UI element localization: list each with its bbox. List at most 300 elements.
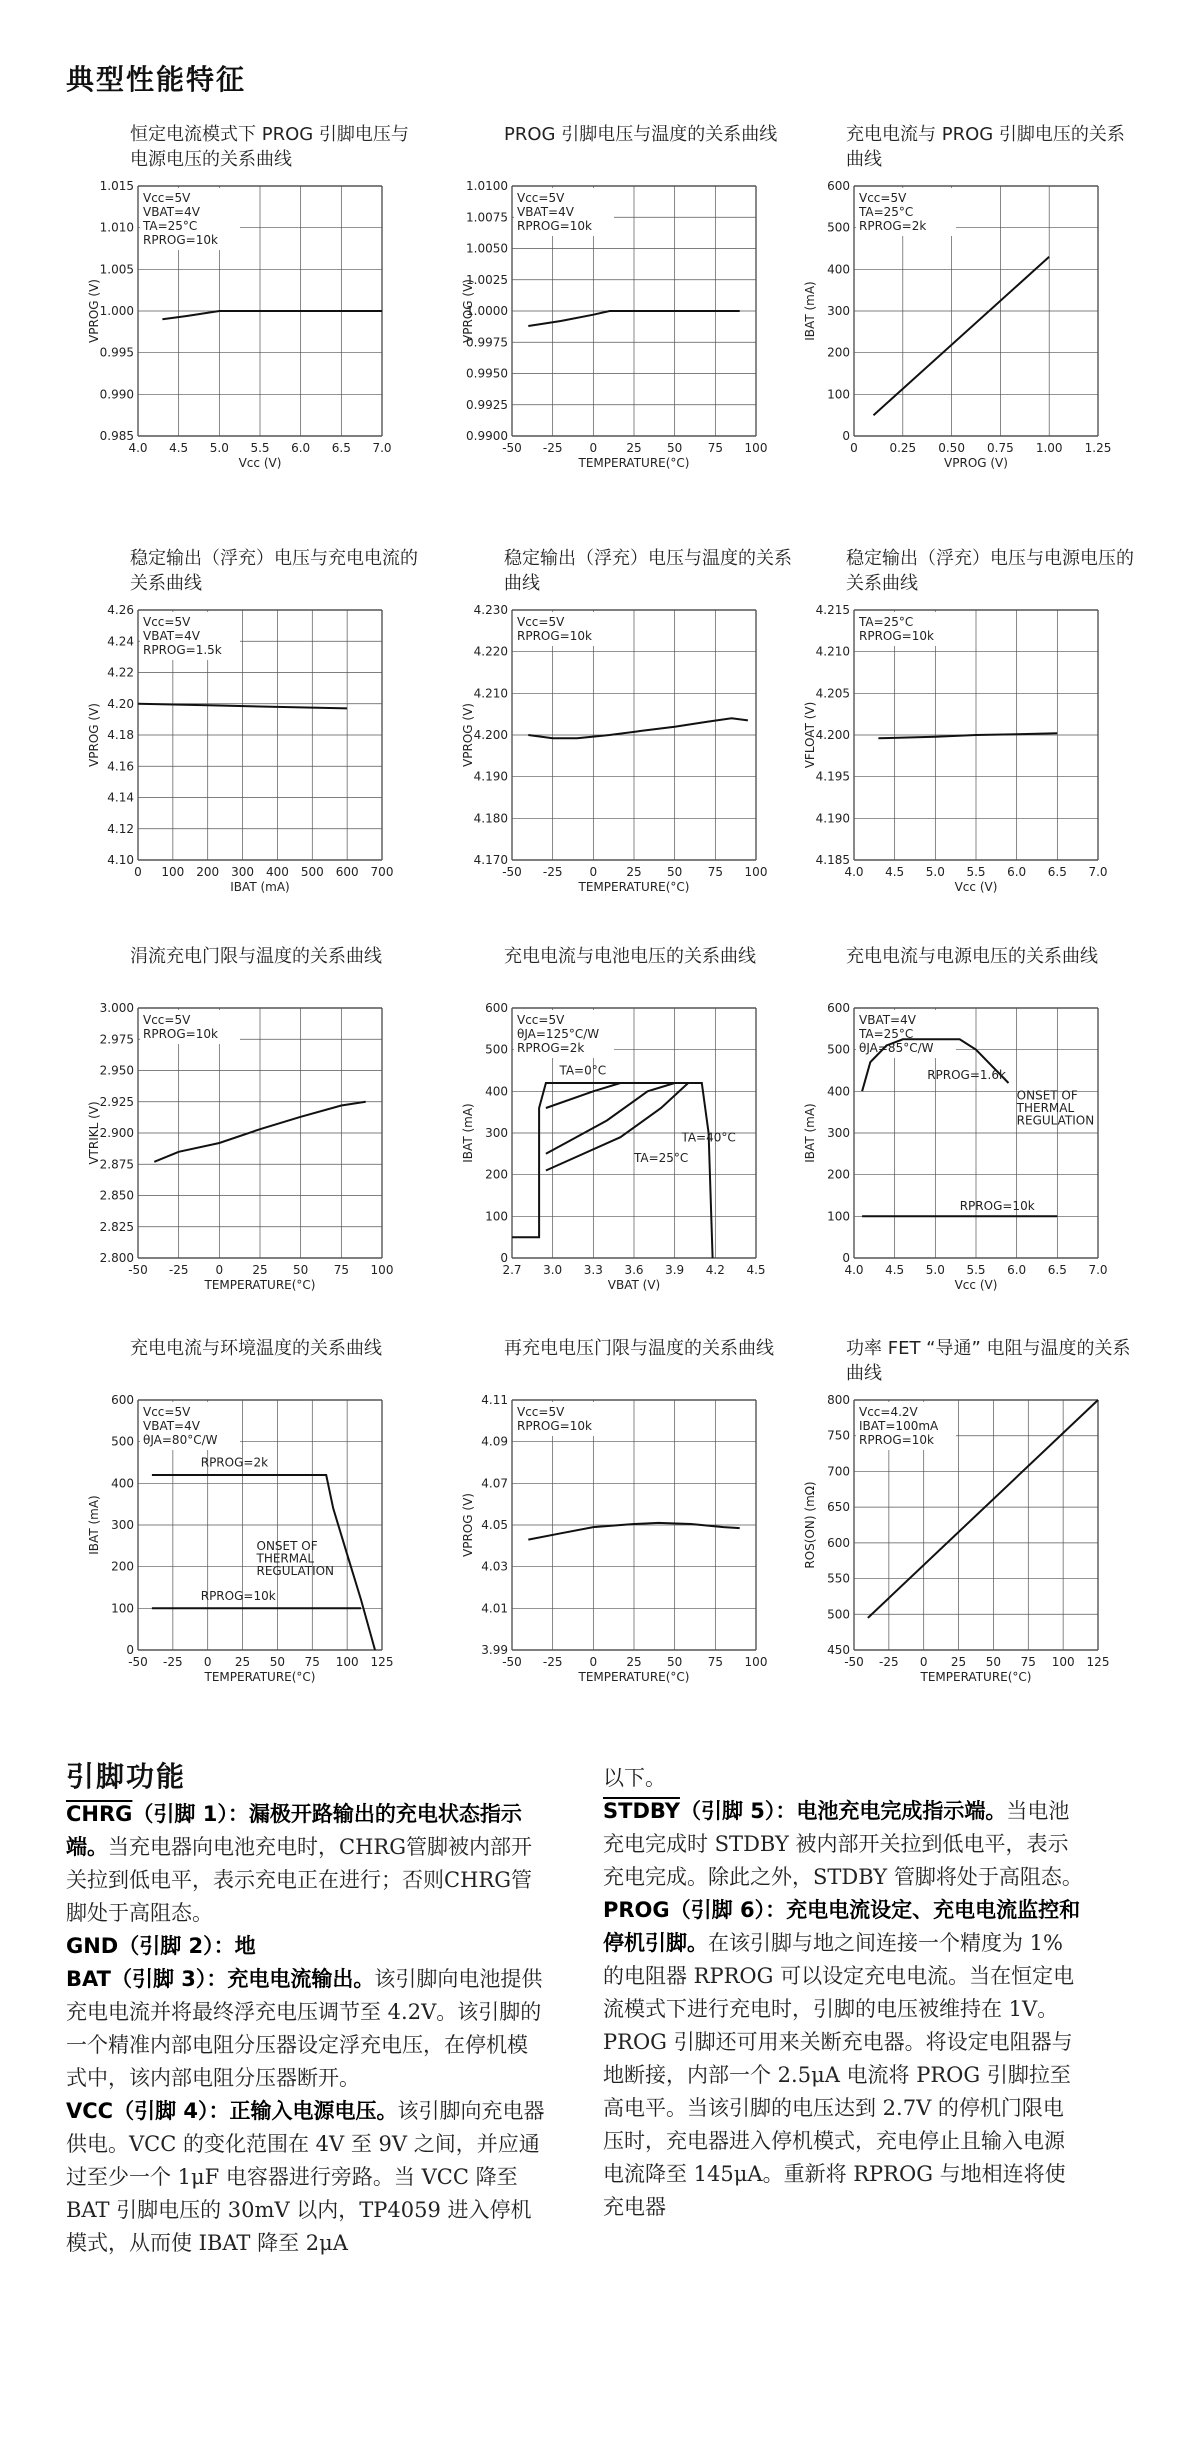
chart-plot (86, 602, 406, 922)
x-tick-label: 0 (134, 865, 142, 879)
pin-paragraph (66, 2095, 546, 2260)
curve-label: TA=0°C (559, 1063, 607, 1078)
x-tick-label: 0 (919, 1655, 928, 1669)
x-tick-label: 6.0 (1007, 1263, 1027, 1277)
x-tick-label: -25 (879, 1655, 899, 1669)
curve-label: TA=25°C (634, 1151, 689, 1166)
y-tick-label: 1.0050 (466, 241, 508, 256)
x-tick-label: 4.5 (885, 1263, 905, 1277)
y-tick-label: 600 (827, 1535, 850, 1550)
pin-paragraph (66, 1798, 546, 1930)
x-tick-label: 25 (234, 1655, 251, 1669)
x-tick-label: 1.00 (1035, 441, 1063, 455)
pin-name: PROG (603, 1898, 670, 1922)
y-tick-label: 2.850 (99, 1188, 134, 1203)
condition-annotation: θJA=80°C/W (143, 1433, 218, 1447)
x-axis-label: Vcc (V) (954, 880, 998, 894)
series-line-1 (512, 1083, 713, 1258)
chart-plot (460, 178, 780, 498)
x-tick-label: 50 (269, 1655, 286, 1669)
x-tick-label: 3.3 (583, 1263, 603, 1277)
x-tick-label: 700 (370, 865, 394, 879)
pin-name: STDBY (603, 1799, 680, 1823)
curve-label: RPROG=10k (959, 1199, 1035, 1214)
x-tick-label: -50 (128, 1655, 148, 1669)
x-tick-label: 3.6 (624, 1263, 644, 1277)
y-tick-label: 4.11 (481, 1393, 508, 1407)
y-tick-label: 4.18 (107, 728, 134, 742)
y-tick-label: 500 (111, 1434, 134, 1449)
pin-name: GND (66, 1934, 119, 1958)
y-tick-label: 0.9900 (466, 429, 508, 443)
chart-caption: PROG 引脚电压与温度的关系曲线 (504, 124, 778, 145)
condition-annotation: RPROG=10k (517, 629, 592, 643)
y-tick-label: 4.190 (473, 769, 508, 784)
y-tick-label: 1.0025 (466, 272, 508, 287)
y-tick-label: 4.230 (473, 603, 508, 617)
y-tick-label: 600 (827, 1001, 850, 1015)
y-tick-label: 400 (111, 1476, 134, 1491)
y-tick-label: 4.07 (481, 1476, 508, 1491)
y-tick-label: 0 (500, 1251, 508, 1265)
y-tick-label: 100 (111, 1601, 134, 1616)
x-tick-label: 5.0 (925, 1263, 945, 1277)
x-tick-label: 100 (161, 865, 185, 879)
chart-caption: 充电电流与电源电压的关系曲线 (846, 946, 1098, 967)
x-tick-label: 7.0 (1088, 1263, 1108, 1277)
y-tick-label: 600 (485, 1001, 508, 1015)
condition-annotation: Vcc=5V (517, 1013, 565, 1027)
x-tick-label: -50 (844, 1655, 864, 1669)
y-tick-label: 4.24 (107, 634, 134, 649)
condition-annotation: RPROG=10k (859, 629, 934, 643)
x-tick-label: 5.5 (966, 1263, 986, 1277)
x-tick-label: 5.0 (925, 865, 945, 879)
x-tick-label: -25 (542, 441, 563, 455)
x-tick-label: 25 (626, 865, 642, 879)
x-tick-label: 75 (707, 1655, 723, 1669)
x-tick-label: 400 (265, 865, 289, 879)
x-axis-label: Vcc (V) (238, 456, 282, 470)
y-tick-label: 600 (827, 179, 850, 193)
x-axis-label: VPROG (V) (944, 456, 1008, 470)
x-tick-label: 50 (667, 865, 683, 879)
x-tick-label: 100 (1051, 1655, 1075, 1669)
x-tick-label: 100 (370, 1263, 394, 1277)
curve-label: ONSET OF (256, 1539, 318, 1553)
x-tick-label: 300 (231, 865, 255, 879)
pin-function-column-right (603, 1762, 1083, 2224)
y-axis-label: IBAT (mA) (87, 1495, 101, 1555)
y-tick-label: 4.210 (473, 686, 508, 701)
y-axis-label: VFLOAT (V) (803, 701, 817, 769)
curve-label: RPROG=2k (200, 1455, 269, 1470)
x-tick-label: 2.7 (502, 1263, 522, 1277)
chart-plot (86, 1392, 406, 1712)
x-tick-label: 5.5 (966, 865, 986, 879)
x-tick-label: 4.5 (746, 1263, 766, 1277)
chart-12 (802, 1336, 1142, 1736)
chart-10 (86, 1336, 426, 1736)
chart-caption: 涓流充电门限与温度的关系曲线 (130, 946, 382, 967)
x-tick-label: -50 (128, 1263, 148, 1277)
y-tick-label: 300 (827, 1126, 850, 1140)
pin-paragraph (66, 1963, 546, 2095)
curve-label: TA=40°C (681, 1130, 736, 1145)
pin-heading: （引脚 5）：电池充电完成指示端。 (679, 1799, 1007, 1823)
x-axis-label: VBAT (V) (607, 1278, 661, 1292)
y-tick-label: 1.015 (99, 179, 134, 193)
pin-heading: （引脚 6）：充电电流设定、充电电流监控和停机引脚。 (603, 1898, 1081, 1955)
y-axis-label: IBAT (mA) (803, 281, 817, 341)
y-tick-label: 2.900 (99, 1126, 134, 1140)
condition-annotation: VBAT=4V (143, 205, 200, 219)
y-tick-label: 500 (827, 220, 850, 235)
y-tick-label: 4.03 (481, 1559, 508, 1574)
y-tick-label: 0.995 (99, 345, 134, 360)
x-tick-label: 0.75 (987, 441, 1014, 455)
chart-caption: 再充电电压门限与温度的关系曲线 (504, 1338, 774, 1359)
y-tick-label: 200 (485, 1167, 508, 1182)
y-tick-label: 4.26 (107, 603, 134, 617)
chart-3 (802, 122, 1142, 522)
y-tick-label: 200 (111, 1559, 134, 1574)
y-tick-label: 550 (827, 1571, 850, 1586)
condition-annotation: θJA=125°C/W (517, 1027, 600, 1041)
x-tick-label: -25 (542, 865, 563, 879)
y-tick-label: 4.215 (815, 603, 850, 617)
y-tick-label: 750 (827, 1428, 850, 1443)
x-tick-label: 4.5 (169, 441, 189, 455)
x-axis-label: TEMPERATURE(°C) (578, 880, 690, 894)
x-tick-label: 50 (293, 1263, 309, 1277)
y-tick-label: 500 (485, 1042, 508, 1057)
x-tick-label: 0.25 (889, 441, 917, 455)
y-axis-label: VPROG (V) (87, 703, 101, 767)
chart-caption: 稳定输出（浮充）电压与充电电流的关系曲线 (130, 548, 418, 594)
x-tick-label: 0 (203, 1655, 212, 1669)
x-tick-label: 6.0 (1007, 865, 1027, 879)
y-tick-label: 0.990 (99, 387, 134, 402)
chart-caption: 充电电流与 PROG 引脚电压的关系曲线 (846, 124, 1125, 170)
pin-name: VCC (66, 2099, 114, 2123)
pin-function-column-left (66, 1798, 546, 2260)
condition-annotation: RPROG=10k (517, 219, 592, 233)
series-line-1 (162, 311, 382, 319)
x-axis-label: TEMPERATURE(°C) (204, 1278, 316, 1292)
x-tick-label: 4.2 (705, 1263, 725, 1277)
y-tick-label: 0.9950 (466, 366, 508, 381)
y-tick-label: 600 (111, 1393, 134, 1407)
y-tick-label: 2.825 (99, 1219, 134, 1234)
x-tick-label: 5.5 (250, 441, 270, 455)
chart-caption: 恒定电流模式下 PROG 引脚电压与电源电压的关系曲线 (130, 124, 409, 170)
x-tick-label: 7.0 (1088, 865, 1108, 879)
chart-caption: 稳定输出（浮充）电压与电源电压的关系曲线 (846, 548, 1134, 594)
pin-paragraph (66, 1930, 546, 1963)
y-tick-label: 4.200 (815, 728, 850, 742)
x-tick-label: 4.0 (128, 441, 148, 455)
series-line-3 (546, 1083, 675, 1154)
condition-annotation: Vcc=5V (859, 191, 907, 205)
condition-annotation: Vcc=5V (143, 1405, 191, 1419)
y-tick-label: 0 (126, 1643, 134, 1657)
condition-annotation: Vcc=4.2V (859, 1405, 918, 1419)
x-tick-label: 600 (335, 865, 359, 879)
x-axis-label: TEMPERATURE(°C) (578, 1670, 690, 1684)
x-tick-label: 0.50 (938, 441, 965, 455)
y-tick-label: 800 (827, 1393, 850, 1407)
x-tick-label: -50 (502, 1655, 522, 1669)
condition-annotation: VBAT=4V (517, 205, 574, 219)
x-tick-label: 75 (304, 1655, 320, 1669)
condition-annotation: Vcc=5V (517, 1405, 565, 1419)
y-tick-label: 100 (827, 1209, 850, 1224)
x-axis-label: TEMPERATURE(°C) (204, 1670, 316, 1684)
y-tick-label: 200 (827, 345, 850, 360)
y-tick-label: 2.875 (99, 1157, 134, 1172)
x-tick-label: 0 (850, 441, 858, 455)
x-tick-label: 3.9 (665, 1263, 685, 1277)
x-tick-label: 4.5 (885, 865, 905, 879)
condition-annotation: RPROG=2k (859, 219, 927, 233)
y-tick-label: 2.975 (99, 1032, 134, 1047)
series-line-2 (546, 1083, 621, 1108)
x-tick-label: 75 (707, 441, 723, 455)
condition-annotation: RPROG=1.5k (143, 643, 222, 657)
x-tick-label: 100 (335, 1655, 359, 1669)
x-tick-label: 75 (1020, 1655, 1036, 1669)
y-tick-label: 0.9925 (466, 397, 508, 412)
x-tick-label: -25 (542, 1655, 563, 1669)
y-tick-label: 500 (827, 1042, 850, 1057)
condition-annotation: RPROG=10k (517, 1419, 592, 1433)
x-axis-label: TEMPERATURE(°C) (920, 1670, 1032, 1684)
x-tick-label: 500 (300, 865, 324, 879)
pin-description: 当电池充电完成时 STDBY 被内部开关拉到低电平，表示充电完成。除此之外，STDBY 管脚将处于高阻态。 (603, 1799, 1083, 1889)
y-axis-label: IBAT (mA) (461, 1103, 475, 1163)
x-tick-label: 75 (333, 1263, 349, 1277)
y-tick-label: 300 (485, 1126, 508, 1140)
x-tick-label: -50 (502, 441, 522, 455)
x-tick-label: 7.0 (372, 441, 392, 455)
chart-plot (802, 178, 1122, 498)
x-tick-label: 125 (370, 1655, 394, 1669)
y-tick-label: 4.195 (815, 769, 850, 784)
condition-annotation: Vcc=5V (143, 1013, 191, 1027)
y-tick-label: 4.200 (473, 728, 508, 742)
y-tick-label: 0 (842, 429, 850, 443)
chart-9 (802, 944, 1142, 1344)
y-tick-label: 4.16 (107, 759, 134, 774)
x-tick-label: 6.5 (1047, 865, 1067, 879)
condition-annotation: Vcc=5V (143, 191, 191, 205)
x-axis-label: IBAT (mA) (230, 880, 290, 894)
condition-annotation: Vcc=5V (517, 191, 565, 205)
y-tick-label: 4.180 (473, 811, 508, 826)
chart-11 (460, 1336, 800, 1736)
x-tick-label: 5.0 (209, 441, 229, 455)
y-tick-label: 4.170 (473, 853, 508, 867)
y-tick-label: 4.205 (815, 686, 850, 701)
y-tick-label: 500 (827, 1607, 850, 1622)
y-axis-label: VPROG (V) (461, 703, 475, 767)
y-tick-label: 4.12 (107, 821, 134, 836)
x-tick-label: 100 (744, 1655, 768, 1669)
y-tick-label: 3.99 (481, 1643, 508, 1657)
curve-label: REGULATION (1016, 1113, 1095, 1128)
chart-plot (86, 1000, 406, 1320)
pin-description: 在该引脚与地之间连接一个精度为 1%的电阻器 RPROG 可以设定充电电流。当在恒定电流模式下进行充电时，引脚的电压被维持在 1V。 (603, 1931, 1075, 2021)
pin-description: 当充电器向电池充电时，CHRG管脚被内部开关拉到低电平，表示充电正在进行；否则CHRG管脚处于高阻态。 (66, 1835, 532, 1925)
chart-caption: 稳定输出（浮充）电压与温度的关系曲线 (504, 548, 792, 594)
curve-label: REGULATION (256, 1564, 335, 1578)
condition-annotation: TA=25°C (859, 615, 914, 629)
y-tick-label: 100 (827, 387, 850, 402)
curve-label: THERMAL (256, 1551, 315, 1566)
curve-label: ONSET OF (1016, 1088, 1078, 1103)
condition-annotation: Vcc=5V (143, 615, 191, 629)
chart-plot (802, 602, 1122, 922)
y-tick-label: 4.10 (107, 853, 134, 867)
y-tick-label: 4.220 (473, 644, 508, 659)
pin-description: 该引脚向电池提供充电电流并将最终浮充电压调节至 4.2V。该引脚的一个精准内部电阻分压器设定浮充电压，在停机模式中，该内部电阻分压器断开。 (66, 1967, 543, 2090)
series-line-1 (874, 257, 1050, 415)
y-tick-label: 4.09 (481, 1434, 508, 1449)
y-tick-label: 300 (827, 304, 850, 318)
pin-heading: （引脚 2）：地 (118, 1934, 256, 1958)
condition-annotation: θJA=85°C/W (859, 1041, 934, 1055)
y-axis-label: IBAT (mA) (803, 1103, 817, 1163)
x-tick-label: 25 (950, 1655, 967, 1669)
condition-annotation: RPROG=10k (143, 1027, 218, 1041)
x-tick-label: 125 (1086, 1655, 1110, 1669)
x-tick-label: 0 (589, 441, 598, 455)
y-tick-label: 2.925 (99, 1094, 134, 1109)
y-tick-label: 1.005 (99, 262, 134, 277)
chart-plot (460, 1000, 780, 1320)
series-line-1 (878, 733, 1057, 738)
chart-5 (460, 546, 800, 946)
y-tick-label: 4.05 (481, 1518, 508, 1532)
chart-8 (460, 944, 800, 1344)
x-tick-label: -25 (163, 1655, 183, 1669)
y-tick-label: 700 (827, 1464, 850, 1479)
x-tick-label: 1.25 (1084, 441, 1112, 455)
y-axis-label: VPROG (V) (461, 279, 475, 343)
y-tick-label: 4.210 (815, 644, 850, 659)
chart-plot (460, 602, 780, 922)
x-tick-label: 50 (667, 441, 683, 455)
pin-heading: （引脚 4）：正输入电源电压。 (113, 2099, 398, 2123)
x-tick-label: 3.0 (543, 1263, 563, 1277)
x-tick-label: 0 (215, 1263, 224, 1277)
x-tick-label: 50 (667, 1655, 683, 1669)
x-tick-label: 200 (196, 865, 220, 879)
y-axis-label: VPROG (V) (87, 279, 101, 343)
y-tick-label: 300 (111, 1518, 134, 1532)
y-tick-label: 1.000 (99, 304, 134, 318)
chart-caption: 充电电流与环境温度的关系曲线 (130, 1338, 382, 1359)
x-tick-label: 4.0 (844, 865, 864, 879)
y-tick-label: 4.01 (481, 1601, 508, 1616)
x-tick-label: 25 (252, 1263, 268, 1277)
x-axis-label: Vcc (V) (954, 1278, 998, 1292)
pin-name: CHRG (66, 1802, 133, 1826)
pin-description: 以下。 (603, 1766, 666, 1790)
condition-annotation: VBAT=4V (859, 1013, 916, 1027)
y-tick-label: 2.800 (99, 1251, 134, 1265)
y-tick-label: 400 (827, 1084, 850, 1099)
curve-label: THERMAL (1016, 1101, 1075, 1116)
curve-label: RPROG=10k (200, 1589, 276, 1603)
x-tick-label: 0 (589, 865, 598, 879)
x-tick-label: 75 (707, 865, 723, 879)
x-tick-label: 6.0 (291, 441, 311, 455)
y-tick-label: 200 (827, 1167, 850, 1182)
chart-2 (460, 122, 800, 522)
pin-name: BAT (66, 1967, 111, 1991)
y-tick-label: 1.0100 (466, 179, 508, 193)
pin-heading: （引脚 3）：充电电流输出。 (110, 1967, 375, 1991)
y-tick-label: 4.190 (815, 811, 850, 826)
pin-description: PROG 引脚还可用来关断充电器。将设定电阻器与地断接，内部一个 2.5μA 电流将 PROG 引脚拉至高电平。当该引脚的电压达到 2.7V 的停机门限电压时，充电器进入停机模式，充电停止且输入电源电流降至 145μA。重新将 RPROG 与地相连将使充电器 (603, 2030, 1073, 2219)
chart-plot (802, 1392, 1122, 1712)
x-tick-label: 100 (744, 441, 768, 455)
y-tick-label: 1.0000 (466, 304, 508, 318)
chart-caption: 功率 FET “导通” 电阻与温度的关系曲线 (846, 1338, 1131, 1384)
chart-plot (460, 1392, 780, 1712)
chart-1 (86, 122, 426, 522)
pin-heading: （引脚 1）：漏极开路输出的充电状态指示端。 (66, 1802, 522, 1859)
chart-4 (86, 546, 426, 946)
y-tick-label: 400 (485, 1084, 508, 1099)
y-tick-label: 1.010 (99, 220, 134, 235)
x-tick-label: 6.5 (331, 441, 351, 455)
y-tick-label: 4.14 (107, 790, 134, 805)
section-title-typical-characteristics: 典型性能特征 (66, 63, 247, 96)
x-tick-label: -25 (168, 1263, 189, 1277)
y-tick-label: 3.000 (99, 1001, 134, 1015)
x-tick-label: 25 (626, 1655, 642, 1669)
y-tick-label: 0 (842, 1251, 850, 1265)
x-tick-label: -50 (502, 865, 522, 879)
y-tick-label: 450 (827, 1643, 850, 1657)
condition-annotation: TA=25°C (859, 1027, 914, 1041)
pin-paragraph (603, 1762, 1083, 1795)
x-tick-label: 0 (589, 1655, 598, 1669)
pin-paragraph (603, 1795, 1083, 1894)
condition-annotation: RPROG=10k (859, 1433, 934, 1447)
y-axis-label: VTRIKL (V) (87, 1101, 101, 1165)
y-tick-label: 100 (485, 1209, 508, 1224)
x-tick-label: 25 (626, 441, 642, 455)
chart-plot (86, 178, 406, 498)
y-axis-label: VPROG (V) (461, 1493, 475, 1557)
condition-annotation: TA=25°C (859, 205, 914, 219)
chart-7 (86, 944, 426, 1344)
y-tick-label: 4.185 (815, 853, 850, 867)
chart-6 (802, 546, 1142, 946)
y-tick-label: 4.22 (107, 665, 134, 680)
condition-annotation: VBAT=4V (143, 1419, 200, 1433)
y-tick-label: 4.20 (107, 696, 134, 711)
x-tick-label: 50 (985, 1655, 1002, 1669)
y-tick-label: 2.950 (99, 1063, 134, 1078)
y-tick-label: 0.9975 (466, 335, 508, 350)
condition-annotation: Vcc=5V (517, 615, 565, 629)
curve-label: RPROG=1.6k (927, 1067, 1006, 1082)
